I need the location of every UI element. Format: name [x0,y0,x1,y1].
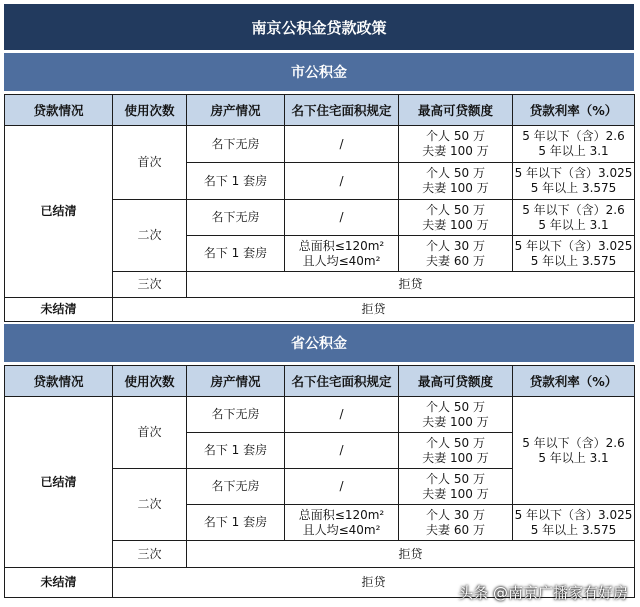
watermark-text: 头条 @南京广播家有好房 [458,584,628,602]
area-rule-total: 总面积≤120m² [298,238,385,253]
quota-couple: 夫妻 100 万 [422,144,489,158]
cell-refuse: 拒贷 [113,298,635,322]
cell-rate [513,163,635,200]
cell-quota [399,433,513,469]
cell-refuse: 拒贷 [187,272,635,298]
quota-couple: 夫妻 100 万 [422,217,489,232]
section-title-city: 市公积金 [4,53,634,91]
table-row [5,126,635,163]
cell-unsettled: 未结清 [5,568,113,598]
cell-property: 名下 1 套房 [187,236,285,272]
cell-quota [399,200,513,236]
header-property: 房产情况 [187,95,285,126]
cell-unsettled: 未结清 [5,298,113,322]
table-header-row [5,95,635,126]
cell-property: 名下 1 套房 [187,505,285,541]
cell-rate [513,236,635,272]
quota-person: 个人 50 万 [426,129,485,143]
quota-couple: 夫妻 100 万 [422,414,489,429]
cell-area: / [285,200,399,236]
cell-property: 名下 1 套房 [187,433,285,469]
cell-third: 三次 [113,541,187,568]
quota-person: 个人 50 万 [426,166,485,180]
rate-short: 5 年以下（含）2.6 [522,129,625,143]
quota-couple: 夫妻 100 万 [422,181,489,195]
header-area-rule: 名下住宅面积规定 [285,95,399,126]
cell-rate [513,126,635,163]
cell-rate [513,397,635,505]
cell-area: / [285,163,399,200]
quota-person: 个人 50 万 [426,471,485,486]
cell-quota [399,505,513,541]
section-title-province: 省公积金 [4,324,634,362]
rate-short: 5 年以下（含）2.6 [522,202,625,217]
header-use-count: 使用次数 [113,95,187,126]
rate-short: 5 年以下（含）2.6 [522,435,625,450]
rate-short: 5 年以下（含）3.025 [514,507,633,522]
cell-property: 名下无房 [187,397,285,433]
quota-couple: 夫妻 100 万 [422,450,489,465]
rate-short: 5 年以下（含）3.025 [514,238,633,253]
cell-second: 二次 [113,469,187,541]
cell-second: 二次 [113,200,187,272]
province-policy-table [4,365,635,598]
header-max-quota: 最高可贷额度 [399,366,513,397]
header-area-rule: 名下住宅面积规定 [285,366,399,397]
cell-first: 首次 [113,397,187,469]
quota-person: 个人 50 万 [426,202,485,217]
area-rule-total: 总面积≤120m² [298,507,385,522]
page-title: 南京公积金贷款政策 [4,4,634,50]
table-header-row [5,366,635,397]
cell-area [285,236,399,272]
cell-area: / [285,126,399,163]
cell-quota [399,126,513,163]
cell-settled: 已结清 [5,126,113,298]
rate-long: 5 年以上 3.1 [538,144,609,158]
quota-couple: 夫妻 60 万 [426,253,485,268]
cell-quota [399,397,513,433]
rate-long: 5 年以上 3.1 [538,217,609,232]
cell-area: / [285,433,399,469]
cell-area [285,505,399,541]
rate-long: 5 年以上 3.1 [538,450,609,465]
cell-property: 名下无房 [187,469,285,505]
quota-person: 个人 50 万 [426,435,485,450]
quota-couple: 夫妻 100 万 [422,486,489,501]
cell-quota [399,469,513,505]
cell-rate [513,200,635,236]
cell-rate [513,505,635,541]
quota-person: 个人 30 万 [426,507,485,522]
header-loan-status: 贷款情况 [5,366,113,397]
area-rule-per-person: 且人均≤40m² [302,253,381,268]
cell-property: 名下无房 [187,126,285,163]
header-rate: 贷款利率（%） [513,366,635,397]
cell-third: 三次 [113,272,187,298]
city-policy-table [4,94,635,322]
cell-quota [399,163,513,200]
rate-long: 5 年以上 3.575 [530,181,617,195]
cell-first: 首次 [113,126,187,200]
cell-refuse: 拒贷 [187,541,635,568]
cell-area: / [285,469,399,505]
cell-property: 名下无房 [187,200,285,236]
rate-long: 5 年以上 3.575 [530,253,617,268]
quota-person: 个人 50 万 [426,399,485,414]
rate-long: 5 年以上 3.575 [530,522,617,537]
cell-area: / [285,397,399,433]
cell-property: 名下 1 套房 [187,163,285,200]
cell-quota [399,236,513,272]
cell-refuse: 拒贷 [113,568,635,598]
cell-settled: 已结清 [5,397,113,568]
rate-short: 5 年以下（含）3.025 [514,166,633,180]
header-max-quota: 最高可贷额度 [399,95,513,126]
quota-person: 个人 30 万 [426,238,485,253]
header-loan-status: 贷款情况 [5,95,113,126]
header-property: 房产情况 [187,366,285,397]
area-rule-per-person: 且人均≤40m² [302,522,381,537]
table-row [5,397,635,433]
table-row [5,298,635,322]
quota-couple: 夫妻 60 万 [426,522,485,537]
header-use-count: 使用次数 [113,366,187,397]
header-rate: 贷款利率（%） [513,95,635,126]
